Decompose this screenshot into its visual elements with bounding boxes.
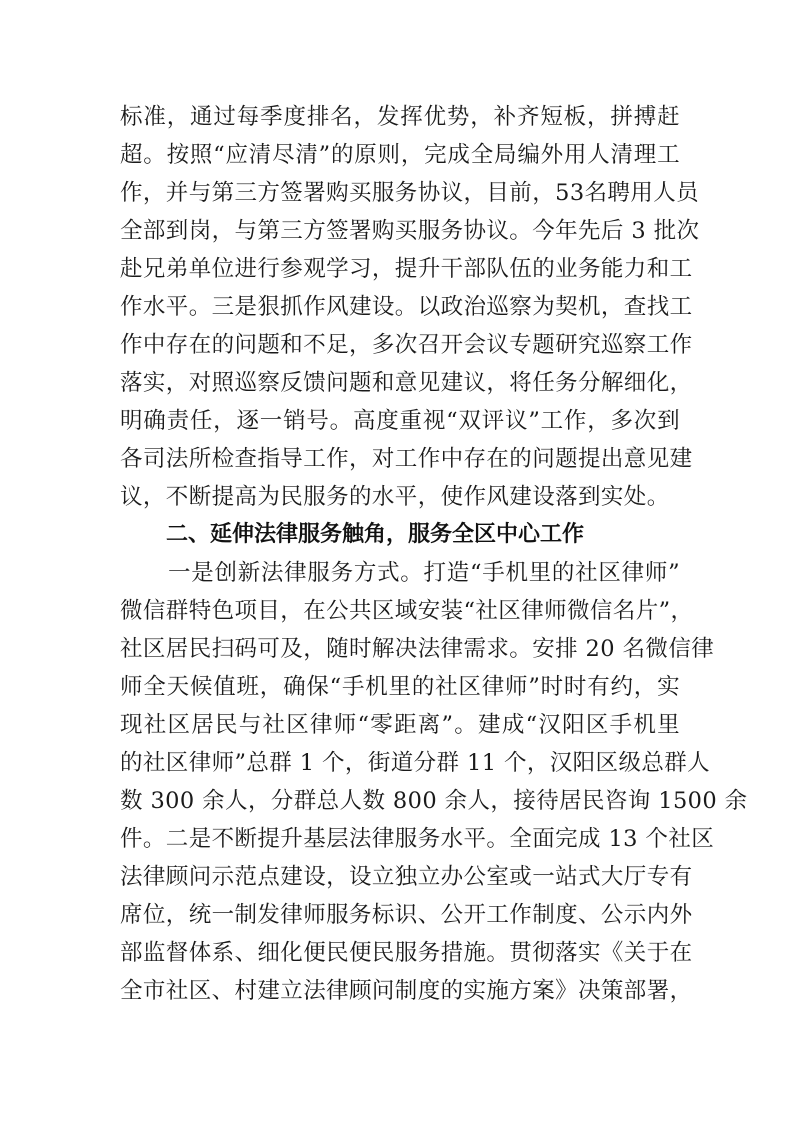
text-line: 各司法所检查指导工作，对工作中存在的问题提出意见建 [120,446,693,472]
text-line: 一是创新法律服务方式。打造“手机里的社区律师” [168,560,680,586]
text-line: 全市社区、村建立法律顾问制度的实施方案》决策部署， [120,978,693,1004]
text-line: 师全天候值班，确保“手机里的社区律师”时时有约，实 [120,674,680,700]
text-line: 赴兄弟单位进行参观学习，提升干部队伍的业务能力和工 [120,256,693,282]
text-line: 的社区律师”总群 1 个，街道分群 11 个，汉阳区级总群人 [120,750,711,776]
text-line: 社区居民扫码可及，随时解决法律需求。安排 20 名微信律 [120,636,715,662]
text-line: 作水平。三是狠抓作风建设。以政治巡察为契机，查找工 [120,294,693,320]
text-line: 作，并与第三方签署购买服务协议，目前，53名聘用人员 [120,180,700,206]
text-line: 议，不断提高为民服务的水平，使作风建设落到实处。 [120,484,670,510]
text-line: 明确责任，逐一销号。高度重视“双评议”工作，多次到 [120,408,680,434]
text-line: 作中存在的问题和不足，多次召开会议专题研究巡察工作 [120,332,693,358]
text-line: 法律顾问示范点建设，设立独立办公室或一站式大厅专有 [120,864,693,890]
text-line: 件。二是不断提升基层法律服务水平。全面完成 13 个社区 [120,826,715,852]
text-line: 全部到岗，与第三方签署购买服务协议。今年先后 3 批次 [120,218,700,244]
text-line: 数 300 余人，分群总人数 800 余人，接待居民咨询 1500 余 [120,788,748,814]
text-line: 微信群特色项目，在公共区域安装“社区律师微信名片”， [120,598,694,624]
text-line: 席位，统一制发律师服务标识、公开工作制度、公示内外 [120,902,693,928]
text-line: 标准，通过每季度排名，发挥优势，补齐短板，拼搏赶 [120,104,680,130]
text-line: 部监督体系、细化便民便民服务措施。贯彻落实《关于在 [120,940,693,966]
section-heading: 二、延伸法律服务触角，服务全区中心工作 [166,522,585,547]
text-line: 落实，对照巡察反馈问题和意见建议，将任务分解细化， [120,370,693,396]
text-line: 现社区居民与社区律师“零距离”。建成“汉阳区手机里 [120,712,680,738]
text-line: 超。按照“应清尽清”的原则，完成全局编外用人清理工 [120,142,680,168]
